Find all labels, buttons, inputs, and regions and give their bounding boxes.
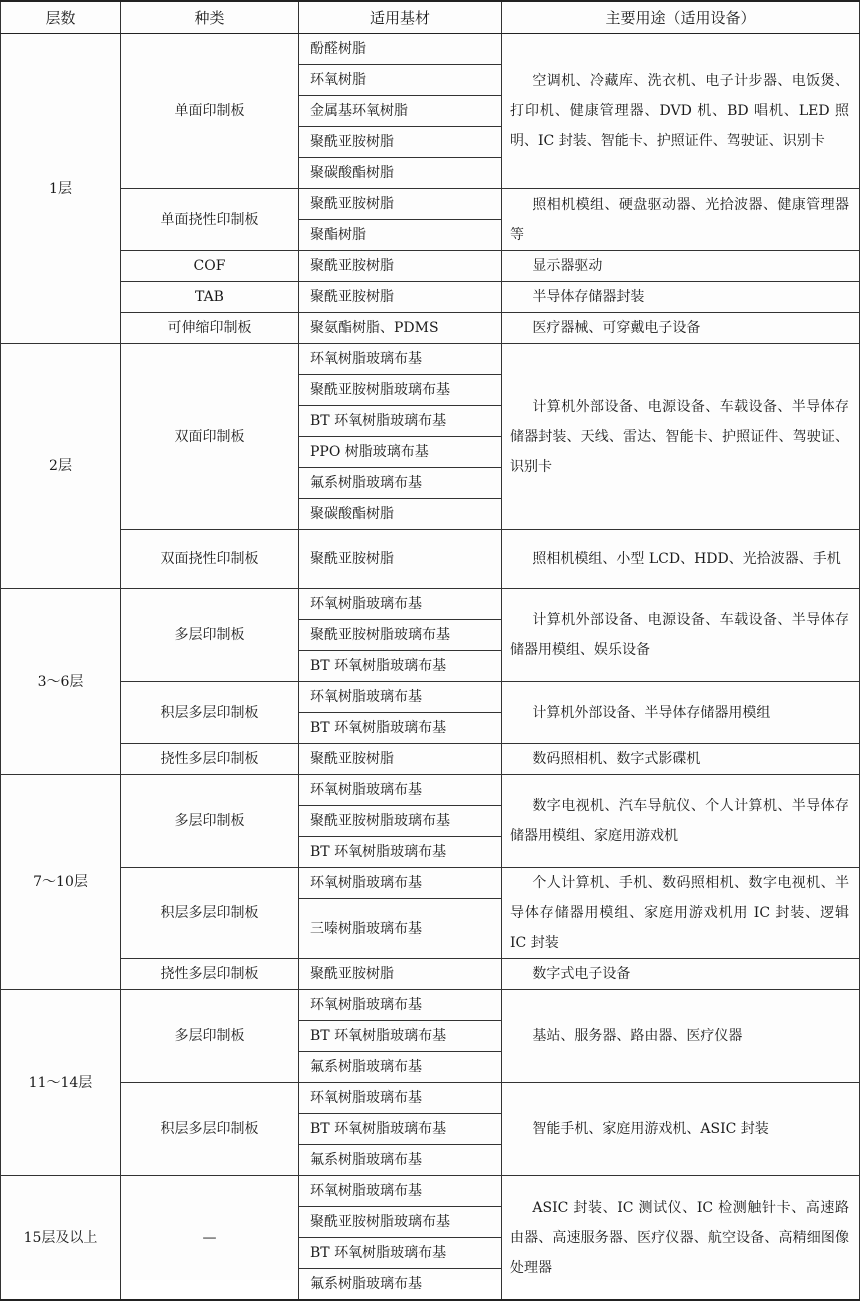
type-cell: 多层印制板: [121, 990, 299, 1083]
type-cell: 积层多层印制板: [121, 868, 299, 959]
table-row: [1, 959, 860, 990]
usage-cell: 基站、服务器、路由器、医疗仪器: [502, 990, 860, 1083]
material-cell: 聚酰亚胺树脂玻璃布基: [299, 620, 502, 651]
header-layers: 层数: [1, 1, 121, 34]
type-cell: 可伸缩印制板: [121, 313, 299, 344]
table-row: [1, 1083, 860, 1114]
usage-cell: 医疗器械、可穿戴电子设备: [502, 313, 860, 344]
usage-cell: 智能手机、家庭用游戏机、ASIC 封装: [502, 1083, 860, 1176]
usage-cell: 数码照相机、数字式影碟机: [502, 744, 860, 775]
header-type: 种类: [121, 1, 299, 34]
material-cell: BT 环氧树脂玻璃布基: [299, 713, 502, 744]
table-row: [1, 682, 860, 713]
type-cell: 积层多层印制板: [121, 1083, 299, 1176]
type-cell: 单面印制板: [121, 34, 299, 189]
usage-cell: 半导体存储器封装: [502, 282, 860, 313]
material-cell: 聚酰亚胺树脂玻璃布基: [299, 806, 502, 837]
layer-cell: 15层及以上: [1, 1176, 121, 1301]
material-cell: 聚酰亚胺树脂玻璃布基: [299, 375, 502, 406]
material-cell: 聚酰亚胺树脂: [299, 127, 502, 158]
table-row: [1, 775, 860, 806]
table-row: [1, 282, 860, 313]
usage-cell: 照相机模组、硬盘驱动器、光拾波器、健康管理器等: [502, 189, 860, 251]
material-cell: 氟系树脂玻璃布基: [299, 1052, 502, 1083]
layer-cell: 1层: [1, 34, 121, 344]
table-row: [1, 990, 860, 1021]
layer-cell: 2层: [1, 344, 121, 589]
type-cell: COF: [121, 251, 299, 282]
table-row: [1, 744, 860, 775]
type-cell: 双面印制板: [121, 344, 299, 530]
material-cell: 环氧树脂玻璃布基: [299, 589, 502, 620]
usage-cell: 个人计算机、手机、数码照相机、数字电视机、半导体存储器用模组、家庭用游戏机用 IC 封装、逻辑 IC 封装: [502, 868, 860, 959]
material-cell: 环氧树脂: [299, 65, 502, 96]
material-cell: 氟系树脂玻璃布基: [299, 1269, 502, 1301]
material-cell: BT 环氧树脂玻璃布基: [299, 1021, 502, 1052]
usage-cell: ASIC 封装、IC 测试仪、IC 检测触针卡、高速路由器、高速服务器、医疗仪器、航空设备、高精细图像处理器: [502, 1176, 860, 1301]
usage-cell: 计算机外部设备、半导体存储器用模组: [502, 682, 860, 744]
material-cell: 聚酰亚胺树脂: [299, 189, 502, 220]
material-cell: 环氧树脂玻璃布基: [299, 775, 502, 806]
type-cell: 挠性多层印制板: [121, 744, 299, 775]
material-cell: 金属基环氧树脂: [299, 96, 502, 127]
table-row: [1, 868, 860, 899]
usage-cell: 计算机外部设备、电源设备、车载设备、半导体存储器用模组、娱乐设备: [502, 589, 860, 682]
header-row: [1, 1, 860, 34]
type-cell: 单面挠性印制板: [121, 189, 299, 251]
material-cell: 聚氨酯树脂、PDMS: [299, 313, 502, 344]
material-cell: 酚醛树脂: [299, 34, 502, 65]
material-cell: 环氧树脂玻璃布基: [299, 868, 502, 899]
usage-cell: 数字电视机、汽车导航仪、个人计算机、半导体存储器用模组、家庭用游戏机: [502, 775, 860, 868]
material-cell: BT 环氧树脂玻璃布基: [299, 837, 502, 868]
table-row: [1, 189, 860, 220]
material-cell: BT 环氧树脂玻璃布基: [299, 406, 502, 437]
type-cell: TAB: [121, 282, 299, 313]
layer-cell: 7～10层: [1, 775, 121, 990]
type-cell: 多层印制板: [121, 775, 299, 868]
type-cell: 挠性多层印制板: [121, 959, 299, 990]
material-cell: 环氧树脂玻璃布基: [299, 344, 502, 375]
material-cell: 环氧树脂玻璃布基: [299, 1083, 502, 1114]
usage-cell: 照相机模组、小型 LCD、HDD、光拾波器、手机: [502, 530, 860, 589]
material-cell: 三嗪树脂玻璃布基: [299, 899, 502, 959]
table-row: [1, 251, 860, 282]
material-cell: BT 环氧树脂玻璃布基: [299, 1238, 502, 1269]
material-cell: 聚酰亚胺树脂: [299, 530, 502, 589]
material-cell: 氟系树脂玻璃布基: [299, 1145, 502, 1176]
material-cell: 聚碳酸酯树脂: [299, 499, 502, 530]
table-row: [1, 34, 860, 65]
table-row: [1, 1176, 860, 1207]
material-cell: 聚酰亚胺树脂: [299, 282, 502, 313]
material-cell: 环氧树脂玻璃布基: [299, 1176, 502, 1207]
layer-cell: 3～6层: [1, 589, 121, 775]
material-cell: 聚酰亚胺树脂: [299, 959, 502, 990]
usage-cell: 显示器驱动: [502, 251, 860, 282]
type-cell: 双面挠性印制板: [121, 530, 299, 589]
type-cell: —: [121, 1176, 299, 1301]
table-row: [1, 313, 860, 344]
usage-cell: 空调机、冷藏库、洗衣机、电子计步器、电饭煲、打印机、健康管理器、DVD 机、BD 唱机、LED 照明、IC 封装、智能卡、护照证件、驾驶证、识别卡: [502, 34, 860, 189]
type-cell: 多层印制板: [121, 589, 299, 682]
material-cell: 聚酯树脂: [299, 220, 502, 251]
table-row: [1, 589, 860, 620]
material-cell: 聚酰亚胺树脂: [299, 251, 502, 282]
material-cell: PPO 树脂玻璃布基: [299, 437, 502, 468]
type-cell: 积层多层印制板: [121, 682, 299, 744]
material-cell: BT 环氧树脂玻璃布基: [299, 651, 502, 682]
table-row: [1, 530, 860, 589]
header-usage: 主要用途（适用设备）: [502, 1, 860, 34]
usage-cell: 数字式电子设备: [502, 959, 860, 990]
material-cell: 环氧树脂玻璃布基: [299, 990, 502, 1021]
material-cell: 环氧树脂玻璃布基: [299, 682, 502, 713]
material-cell: 聚酰亚胺树脂玻璃布基: [299, 1207, 502, 1238]
layer-cell: 11～14层: [1, 990, 121, 1176]
material-cell: 聚酰亚胺树脂: [299, 744, 502, 775]
header-material: 适用基材: [299, 1, 502, 34]
usage-cell: 计算机外部设备、电源设备、车载设备、半导体存储器封装、天线、雷达、智能卡、护照证件、驾驶证、识别卡: [502, 344, 860, 530]
material-cell: BT 环氧树脂玻璃布基: [299, 1114, 502, 1145]
material-cell: 氟系树脂玻璃布基: [299, 468, 502, 499]
material-cell: 聚碳酸酯树脂: [299, 158, 502, 189]
table-row: [1, 344, 860, 375]
